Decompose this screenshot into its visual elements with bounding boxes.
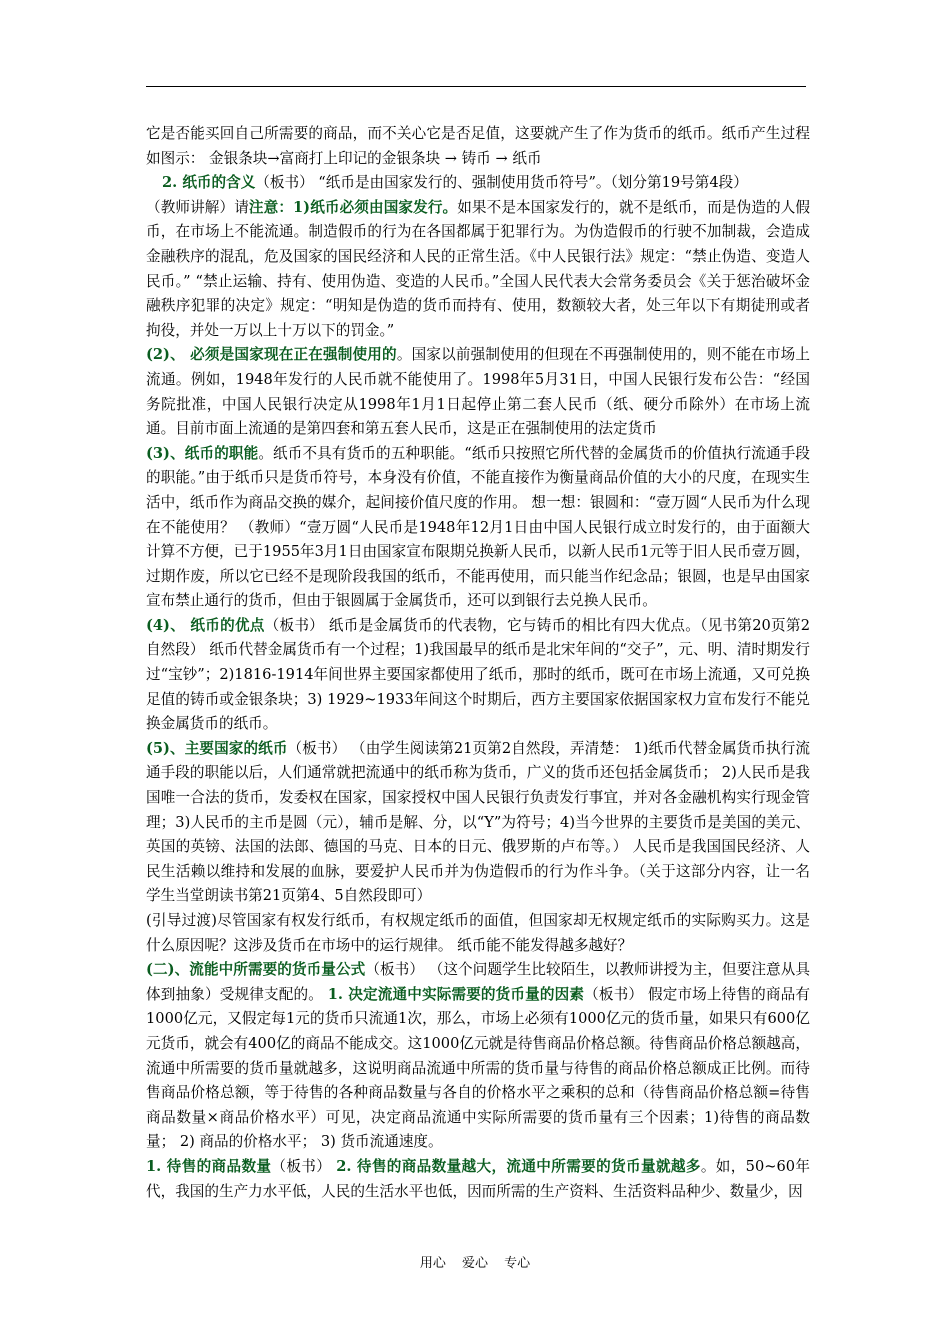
paragraph [146,122,810,171]
body-text: （板书） 纸币是金属货币的代表物，它与铸币的相比有四大优点。（见书第20页第2自然段） 纸币代替金属货币有一个过程；1)我国最早的纸币是北宋年间的“交子”，元、明、清时期发行过“宝钞”；2)1816-1914年间世界主要国家都使用了纸币，那时的纸币，既可在市场上流通，又可兑换足值的铸币或金银条块；3) 1929~1933年间这个时期后，西方主要国家依据国家权力宣布发行不能兑换金属货币的纸币。 [146,616,810,733]
body-text: （板书） “纸币是由国家发行的、强制使用货币符号”。（划分第19号第4段） [255,174,748,192]
body-text: 它是否能买回自己所需要的商品，而不关心它是否足值，这要就产生了作为货币的纸币。纸币产生过程如图示： 金银条块→富商打上印记的金银条块 → 铸币 → 纸币 [146,125,810,167]
heading-text: (3)、纸币的职能 [146,444,259,462]
heading-text: 1. 待售的商品数量 [146,1157,272,1175]
paragraph [146,958,810,1155]
heading-text: 2. 待售的商品数量越大，流通中所需要的货币量就越多 [336,1157,701,1175]
heading-text: 2. 纸币的含义 [162,174,256,192]
paragraph [146,909,810,958]
heading-text: (5)、主要国家的纸币 [146,739,288,757]
heading-text: 1. 决定流通中实际需要的货币量的因素 [327,985,585,1003]
heading-text: (4)、 纸币的优点 [146,616,265,634]
paragraph [146,614,810,737]
paragraph [146,196,810,344]
paragraph [146,343,810,441]
body-text: 。如，50~60年代，我国的生产力水平低，人民的生活水平也低，因而所需的生产资料、生活资料品种少、数量少，因 [146,1157,810,1200]
heading-text: (2)、 必须是国家现在正在强制使用的 [146,346,397,364]
paragraph [146,442,810,614]
document-body [146,122,810,1204]
body-text: (引导过渡)尽管国家有权发行纸币，有权规定纸币的面值，但国家却无权规定纸币的实际购买力。这是什么原因呢？这涉及货币在市场中的运行规律。 纸币能不能发得越多越好？ [146,912,810,954]
body-text: （板书） （由学生阅读第21页第2自然段，弄清楚： 1)纸币代替金属货币执行流通手段的职能以后，人们通常就把流通中的纸币称为货币，广义的货币还包括金属货币； 2)人民币是我国唯一合法的货币，发委权在国家，国家授权中国人民银行负责发行事宜，并对各金融机构实行现金管理；3)人民币的主币是圆（元），辅币是解、分，以“Y”为符号；4)当今世界的主要货币是美国的美元、英国的英镑、法国的法郎、德国的马克、日本的日元、俄罗斯的卢布等。） 人民币是我国国民经济、人民生活赖以维持和发展的血脉，要爱护人民币并为伪造假币的行为作斗争。（关于这部分内容，让一名学生当堂朗读书第21页第4、5自然段即可） [146,739,810,905]
heading-text: (二)、流能中所需要的货币量公式 [146,961,366,979]
header-rule [146,86,806,87]
paragraph [146,171,810,196]
paragraph [146,737,810,909]
body-text: （教师讲解）请 [146,198,249,216]
body-text: （板书） （这个问题学生比较陌生，以教师讲授为主，但要注意从具体到抽象）受规律支配的。 [146,961,810,1003]
heading-text: 注意：1)纸币必须由国家发行。 [248,198,458,216]
page-footer: 用心 爱心 专心 [419,1256,531,1271]
paragraph [146,1155,810,1204]
body-text: 。纸币不具有货币的五种职能。“纸币只按照它所代替的金属货币的价值执行流通手段的职能。”由于纸币只是货币符号，本身没有价值，不能直接作为衡量商品价值的大小的尺度，在现实生活中，纸币作为商品交换的媒介，起间接价值尺度的作用。 想一想：银圆和：“壹万圆“人民币为什么现在不能使用？ （教师）“壹万圆“人民币是1948年12月1日由中国人民银行成立时发行的，由于面额大计算不方便，已于1955年3月1日由国家宣布限期兑换新人民币，以新人民币1元等于旧人民币壹万圆，过期作废，所以它已经不是现阶段我国的纸币，不能再使用，而只能当作纪念品；银圆，也是早由国家宣布禁止通行的货币，但由于银圆属于金属货币，还可以到银行去兑换人民币。 [146,444,810,610]
body-text: 如果不是本国家发行的，就不是纸币，而是伪造的人假币，在市场上不能流通。制造假币的行为在各国都属于犯罪行为。为伪造假币的行驶不加制裁，会造成金融秩序的混乱，危及国家的国民经济和人民的正常生活。《中人民银行法》规定：“禁止伪造、变造人民币。” “禁止运输、持有、使用伪造、变造的人民币。”全国人民代表大会常务委员会《关于惩治破坏金融秩序犯罪的决定》规定：“明知是伪造的货币而持有、使用，数额较大者，处三年以下有期徒刑或者拘役，并处一万以上十万以下的罚金。” [146,198,810,339]
body-text: 。国家以前强制使用的但现在不再强制使用的，则不能在市场上流通。例如，1948年发行的人民币就不能使用了。1998年5月31日，中国人民银行发布公告：“经国务院批准，中国人民银行决定从1998年1月1日起停止第二套人民币（纸、硬分币除外）在市场上流通。目前市面上流通的是第四套和第五套人民币，这是正在强制使用的法定货币 [146,346,811,438]
body-text: （板书） 假定市场上待售的商品有1000亿元，又假定每1元的货币只流通1次，那么，市场上必须有1000亿元的货币量，如果只有600亿元货币，就会有400亿的商品不能成交。这1000亿元就是待售商品价格总额。待售商品价格总额越高，流通中所需要的货币量就越多，这说明商品流通中所需的货币量与待售的商品价格总额成正比例。而待售商品价格总额，等于待售的各种商品数量与各自的价格水平之乘积的总和（待售商品价格总额=待售商品数量×商品价格水平）可见，决定商品流通中实际所需要的货币量有三个因素；1)待售的商品数量； 2) 商品的价格水平； 3) 货币流通速度。 [146,985,811,1151]
body-text: （板书） [271,1157,337,1175]
